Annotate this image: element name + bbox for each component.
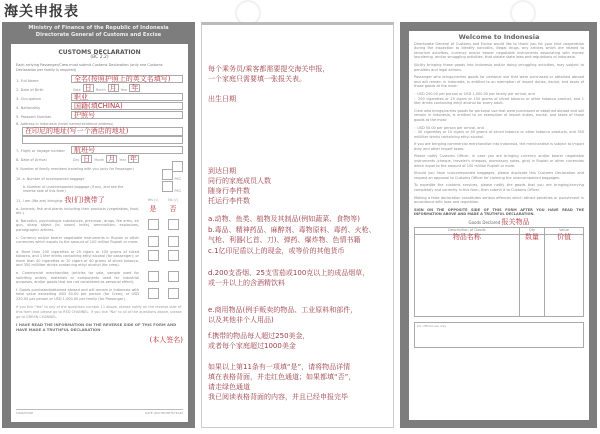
q11-item-a <box>16 204 183 216</box>
dob-year-field[interactable] <box>129 84 140 92</box>
translation-line: e.商用物品(例手贩卖的物品、工业原料和部件， <box>208 306 358 314</box>
passport-field[interactable] <box>71 111 183 119</box>
goods-declared-cn: 报关物品 <box>501 218 530 226</box>
declaration-statement: I HAVE READ THE INFORMATION ON THE REVERSE SIDE OF THIS FORM AND HAVE MADE A TRUTHFUL DECLARATION <box>16 322 177 332</box>
no-checkbox[interactable] <box>168 250 179 261</box>
dob-month-hint: 月 <box>109 84 117 93</box>
no-checkbox[interactable] <box>168 219 179 230</box>
unaccompanied-label: b. Number of unaccompanied baggage (if any, and see the reverse side of this form) <box>23 184 124 194</box>
arrival-label: 8. Date of Arrival <box>16 158 47 163</box>
q11-item-d <box>16 250 183 268</box>
q11-label: 11. I am (We are) bringing: <box>16 198 64 203</box>
yes-checkbox[interactable] <box>148 219 159 230</box>
no-checkbox[interactable]: 否 <box>169 204 177 213</box>
official-use-box <box>414 322 584 348</box>
translation-line: 如果以上第11条有一项填“是”，请将物品详情 <box>208 363 351 371</box>
flight-label: 7. Flight or Voyage number <box>16 149 65 154</box>
ministry-name: Ministry of Finance of the Republic of Indonesia <box>28 25 169 31</box>
form-header <box>2 22 195 42</box>
official-use-label: For official use only <box>417 323 447 328</box>
passport-label: 5. Passport Number <box>16 114 52 119</box>
nationality-label: 4. Nationality <box>16 105 41 110</box>
info-paragraph: To expedite the customs services, please notify the goods that you are bringing/carrying completely and correctly in this form, then submit it to Customs Officer. <box>414 183 584 193</box>
occupation-field[interactable] <box>71 93 183 101</box>
full-name-label: 1. Full Name <box>16 78 39 83</box>
q11-item-text: f. Goods purchased/obtained abroad and will remain in Indonesia with total value exceeding USD 50.00 per person (for Crew); or USD 250.00 per person or USD 1,000.00 per family (for Passenger). <box>16 287 139 301</box>
yes-checkbox[interactable]: 是 <box>149 204 157 213</box>
signature-line[interactable] <box>16 409 183 416</box>
dob-year-hint: 年 <box>131 84 139 93</box>
address-field-line2[interactable] <box>22 136 183 144</box>
info-paragraph: Please notify Customs Officer, in case you are bringing currency and/or bearer negotiable instruments (cheque, traveler's cheques, promissory notes, giro) in Rupiah or other currencies which equal to the amount of 100 million Rupiah or more. <box>414 154 584 168</box>
translation-line: 气枪、利器(匕首、刀)、弹药、爆炸物、色情书籍 <box>208 236 361 244</box>
arrival-month-field[interactable] <box>106 155 117 163</box>
goods-declared-heading <box>414 220 584 226</box>
welcome-title: Welcome to Indonesia <box>458 33 540 41</box>
goods-table <box>414 227 584 317</box>
translation-line: 一个家庭只需要填一张报关表。 <box>208 75 306 83</box>
full-name-row <box>16 75 183 84</box>
unaccompanied-row <box>16 183 183 195</box>
table-row <box>415 234 584 316</box>
signature-hint: (本人签名) <box>149 336 183 345</box>
info-paragraph: Crew who brings/carries goods for personal use that were purchased or obtained abroad and will remain in Indonesia, is entitled to an exemption of import duties, excise, and taxes of those goods at the most: <box>414 108 584 122</box>
unaccompanied-unit: PKG <box>174 189 181 194</box>
nationality-field[interactable] <box>71 102 183 110</box>
yes-checkbox[interactable] <box>148 288 159 299</box>
value-cell[interactable] <box>545 234 584 316</box>
translation-line: 或一升以上的含酒精饮料 <box>208 279 285 287</box>
info-paragraph: If you are bringing commercial merchandise into Indonesia, the merchandise is subject to import duty and other import taxes. <box>414 142 584 151</box>
yes-checkbox[interactable] <box>148 250 159 261</box>
full-name-field[interactable] <box>71 75 183 83</box>
passport-row <box>16 111 183 120</box>
flight-hint: 航班号 <box>74 145 95 154</box>
yes-header: Yes (√) <box>147 198 159 203</box>
accompanied-label: 10. a. Number of accompanied baggage <box>16 177 85 182</box>
qty-hint: 数量 <box>524 232 539 241</box>
translation-line: 托运行李件数 <box>208 197 250 205</box>
translation-line: 同行的家庭成员人数 <box>208 177 271 185</box>
dob-month-field[interactable] <box>108 84 119 92</box>
info-paragraph: Illicitly bringing those goods into Indonesia and/or doing smuggling activities, may subject to penalties and legal actions. <box>414 62 584 72</box>
value-hint: 价值 <box>557 232 572 241</box>
translation-line: 以及其他非个人用品) <box>208 316 274 324</box>
form-intro: Each arriving Passenger/Crew must submit Customs Declaration (only one Customs Declaration per family is required) <box>16 63 163 72</box>
yes-checkbox[interactable] <box>148 236 159 247</box>
info-bullet: ◦ USD 50.00 per person per arrival, and <box>414 125 484 130</box>
unaccompanied-field[interactable] <box>162 181 173 192</box>
translation-line: c.1亿印尼盾以上的现金，或等价的其他货币 <box>208 247 345 255</box>
address-label: 6. Address in Indonesia (hotel name/residence address) <box>16 122 114 127</box>
no-checkbox[interactable] <box>168 236 179 247</box>
dob-row <box>16 84 183 93</box>
qty-cell[interactable] <box>519 234 544 316</box>
arrival-day-hint: 日 <box>83 154 91 163</box>
q11-header <box>16 195 183 204</box>
dob-day-hint: 日 <box>84 84 92 93</box>
q11-item-e <box>16 271 183 285</box>
channel-notice: If you tick "Yes" to any of the questions number 11 above, please notify on the reverse side of this form and please go to RED CHANNEL. If you tick "No" to all of the questions above, please go to GREEN CHANNEL. <box>16 305 182 319</box>
arrival-month-label: Month <box>94 158 105 163</box>
nationality-hint: 国籍(填CHINA) <box>74 102 123 111</box>
address-field[interactable] <box>22 127 183 136</box>
customs-declaration-front <box>2 22 195 428</box>
form-subtitle: (BC 2.2) <box>90 54 109 60</box>
dob-day-field[interactable] <box>83 84 94 92</box>
dob-day-label: Date <box>73 87 81 92</box>
occupation-label: 3. Occupation <box>16 96 41 101</box>
date-label: DATE (DAY/MONTH/YEAR) <box>144 411 183 416</box>
occupation-hint: 职业 <box>74 93 88 102</box>
translation-line: 请走绿色通道 <box>208 383 250 391</box>
info-bullet: ◦ 40 cigarettes or 10 cigars or 40 grams of sliced tobacco or other tobacco products, and 350 milliliter drinks containing ethyl alcohol. <box>414 130 584 139</box>
accompanied-unit: PKG <box>174 177 181 182</box>
translation-line: d.200支香烟、25支雪茄或100克以上的成品烟草， <box>208 269 370 277</box>
dob-year-label: Year <box>120 87 128 92</box>
translation-line: f.携带的物品每人超过250美金， <box>208 332 310 340</box>
description-hint: 物品名称 <box>452 232 481 241</box>
translation-line: 每个乘务员/乘客都需要提交海关申报， <box>208 65 330 73</box>
info-bullet: ◦ 200 cigarettes or 25 cigars or 100 grams of sliced tobacco or other tobacco product, and 1 liter drinks containing ethyl alcohol for every adult. <box>414 96 584 106</box>
q11-item-text: a. Animals, fish and plants including their products (vegetables, food, etc.) <box>16 206 139 216</box>
q11-item-text: b. Narcotics, psychotropic substances, precursor, drugs, fire arms, air gun, sharp object (ie, sword, knife), ammunition, explosives, pornographic articles. <box>16 218 139 232</box>
description-cell[interactable] <box>415 234 520 316</box>
translation-line: 或者每个家庭超过1000美金 <box>208 342 296 350</box>
translation-line: 我已阅读表格背面的内容，并且已经申报完毕 <box>208 393 348 401</box>
sign-notice: SIGN ON THE OPPOSITE SIDE OF THIS FORM AFTER YOU HAVE READ THE INFORMATION ABOVE AND MADE A TRUTHFUL DECLARATION. <box>414 207 584 217</box>
translation-line: 到达日期 <box>208 167 236 175</box>
signature-label: SIGNATURE <box>16 411 34 416</box>
translation-line: 填在表格背面，并走红色通道；如果都填“否”， <box>208 373 356 381</box>
arrival-year-field[interactable] <box>128 155 139 163</box>
family-label: 9. Number of family members traveling with you (only for Passenger) <box>16 167 134 172</box>
q11-item-text: d. More than 200 cigarettes or 25 cigars or 100 grams of sliced tobacco, and 1 liter drinks containing ethyl alcohol (for passenger); or more than 40 cigarettes or 10 cigars or 40 grams of sliced tobacco, and 350 milliliter drinks containing ethyl alcohol (for crew). <box>16 249 139 268</box>
arrival-row <box>16 155 183 164</box>
translation-line: b.毒品、精神药品、麻醉剂、毒物原料、毒药、火枪、 <box>208 226 376 234</box>
passport-hint: 护照号 <box>74 111 95 120</box>
form-title: CUSTOMS DECLARATION <box>58 49 141 56</box>
arrival-day-field[interactable] <box>81 155 92 163</box>
translation-line: 出生日期 <box>208 95 236 103</box>
translation-line: 随身行李件数 <box>208 187 250 195</box>
arrival-year-label: Year <box>119 158 127 163</box>
dob-month-label: Month <box>95 87 106 92</box>
info-paragraph: Making a false declaration constitutes serious offences which attract penalties or punishment in accordance with laws and regulation. <box>414 195 584 205</box>
full-name-hint: 全名(按照护照上的英文名填写) <box>74 75 171 84</box>
translation-line: a.动物、鱼类、植物及其制品(例如蔬菜、食物等) <box>208 215 360 223</box>
info-paragraph: Directorate General of Customs and Excise would like to thank you for your kind cooperation during the inspection to identify narcotics, illegal drugs, any articles which are related to terrorism activities, currency and/or bearer negotiable instruments associating with money laundering, and/or smuggling activities, that violate state laws and regulations of Indonesia. <box>414 41 584 60</box>
accompanied-row <box>16 173 183 183</box>
arrival-year-hint: 年 <box>130 154 138 163</box>
arrival-month-hint: 月 <box>108 154 116 163</box>
q11-item-f <box>16 288 183 302</box>
col-qty: Qty <box>519 227 544 234</box>
col-value: Value <box>545 227 584 234</box>
arrival-day-label: Day <box>73 158 80 163</box>
directorate-name: Directorate General of Customs and Excise <box>35 32 162 38</box>
no-checkbox[interactable] <box>168 271 179 282</box>
goods-declared-label: Goods Declared <box>468 220 501 225</box>
chinese-translation-panel <box>201 22 394 428</box>
info-paragraph: Passenger who brings/carries goods for personal use that were purchased or obtained abroad and will remain in Indonesia, is entitled to an exemption of import duties, excise, and taxes of those goods at the most: <box>414 75 584 89</box>
q11-item-b <box>16 219 183 233</box>
q11-item-c <box>16 236 183 247</box>
family-row <box>16 164 183 173</box>
dob-label: 2. Date of Birth <box>16 87 44 92</box>
no-header: No (√) <box>168 198 179 203</box>
nationality-row <box>16 102 183 111</box>
col-description: Description of Goods <box>415 227 520 234</box>
customs-declaration-back <box>400 22 597 428</box>
q11-label-cn: 我(们)携带了 <box>64 195 105 204</box>
q11-item-text: e. Commercial merchandise (articles for sale, sample used for soliciting orders, materials or components used for industrial purposes, and/or goods that are not considered as personal effect). <box>16 270 139 285</box>
page-title: 海关申报表 <box>4 4 79 20</box>
flight-field[interactable] <box>71 146 183 154</box>
accompanied-field[interactable] <box>162 169 173 180</box>
q11-item-text: c. Currency and/or bearer negotiable instruments in Rupiah or other currencies which equals to the amount of 100 million Rupiah or more. <box>16 235 139 245</box>
yes-checkbox[interactable] <box>148 271 159 282</box>
info-paragraph: Should you have unaccompanied baggages, please duplicate this Customs Declaration and request an approval to Customs Officer for claiming the unaccompanied baggages. <box>414 171 584 180</box>
no-checkbox[interactable] <box>168 288 179 299</box>
address-hint: 在印尼的地址(写一个酒店的地址) <box>25 127 129 136</box>
info-bullet: ◦ USD 250.00 per person or USD 1,000.00 per family per arrival, and <box>414 91 535 96</box>
flight-row <box>16 146 183 155</box>
